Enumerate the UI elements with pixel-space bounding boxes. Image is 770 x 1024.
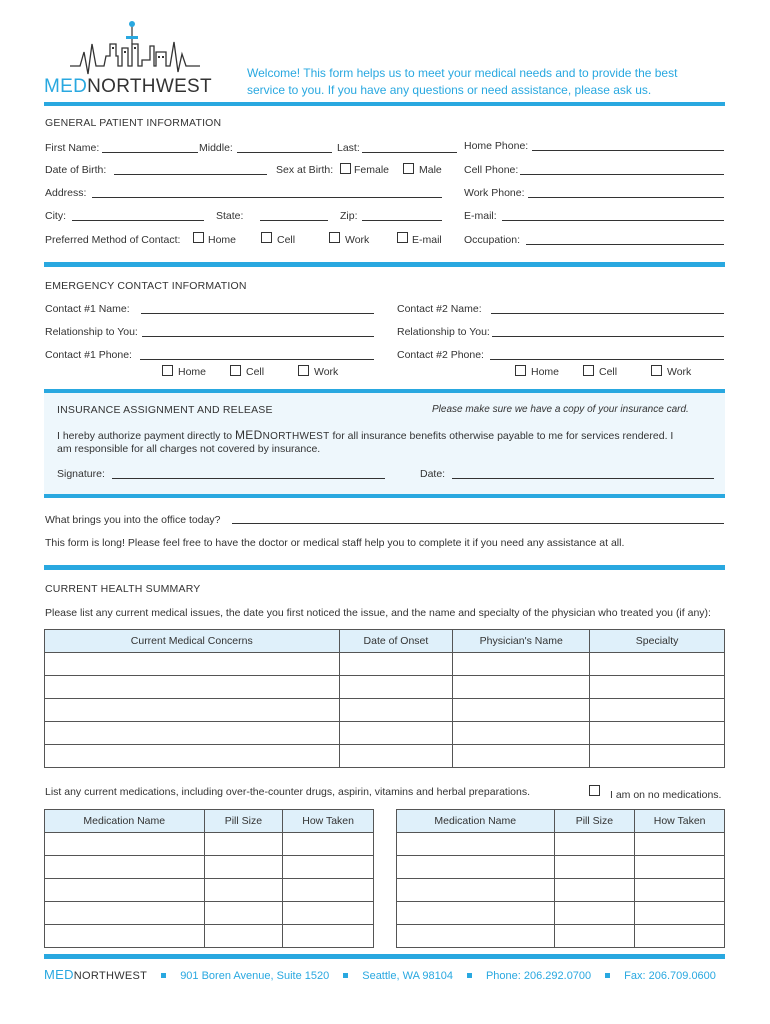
col-med-name: Medication Name xyxy=(397,810,555,833)
pref-home-label: Home xyxy=(208,234,237,246)
relationship1-label: Relationship to You: xyxy=(45,326,138,338)
insurance-bottom-bar xyxy=(44,494,725,498)
pref-work-checkbox[interactable] xyxy=(329,232,340,243)
section-title-emergency: EMERGENCY CONTACT INFORMATION xyxy=(45,280,247,292)
contact2-phone-field[interactable] xyxy=(490,359,724,360)
footer xyxy=(44,967,716,982)
col-how-taken: How Taken xyxy=(283,810,374,833)
col-physician: Physician's Name xyxy=(453,630,590,653)
bullet-icon xyxy=(343,973,348,978)
contact1-phone-field[interactable] xyxy=(140,359,374,360)
col-onset: Date of Onset xyxy=(339,630,453,653)
table-row xyxy=(45,833,374,856)
col-concerns: Current Medical Concerns xyxy=(45,630,340,653)
welcome-line-2: service to you. If you have any questions or need assistance, please ask us. xyxy=(247,83,652,97)
visit-question-field[interactable] xyxy=(232,523,724,524)
signature-field[interactable] xyxy=(112,478,385,479)
footer-city: Seattle, WA 98104 xyxy=(362,970,453,982)
col-specialty: Specialty xyxy=(590,630,725,653)
divider-top xyxy=(44,102,725,106)
city-label: City: xyxy=(45,210,66,222)
table-row xyxy=(397,925,725,948)
health-instructions: Please list any current medical issues, the date you first noticed the issue, and the name and specialty of the physician who treated you (if any): xyxy=(45,607,711,619)
table-row xyxy=(45,653,725,676)
col-pill-size: Pill Size xyxy=(554,810,635,833)
cell-phone-label: Cell Phone: xyxy=(464,164,519,176)
insurance-text-line-1: I hereby authorize payment directly to MEDNORTHWEST for all insurance benefits otherwise payable to me for services rendered. I xyxy=(57,428,674,442)
pref-email-checkbox[interactable] xyxy=(397,232,408,243)
table-row xyxy=(45,902,374,925)
section-title-insurance: INSURANCE ASSIGNMENT AND RELEASE xyxy=(57,404,273,416)
visit-question-label: What brings you into the office today? xyxy=(45,514,221,526)
no-medications-checkbox[interactable] xyxy=(589,785,600,796)
skyline-icon xyxy=(70,16,220,78)
c1-home-label: Home xyxy=(178,366,207,378)
welcome-line-1: Welcome! This form helps us to meet your medical needs and to provide the best xyxy=(247,66,678,80)
insurance-top-bar xyxy=(44,389,725,393)
section-title-health: CURRENT HEALTH SUMMARY xyxy=(45,583,201,595)
pref-work-label: Work xyxy=(345,234,370,246)
table-row xyxy=(45,699,725,722)
male-checkbox[interactable] xyxy=(403,163,414,174)
contact2-name-label: Contact #2 Name: xyxy=(397,303,482,315)
divider-footer xyxy=(44,954,725,959)
footer-brand: MEDNORTHWEST xyxy=(44,967,148,982)
relationship2-label: Relationship to You: xyxy=(397,326,490,338)
medications-table-right xyxy=(396,809,725,948)
state-label: State: xyxy=(216,210,244,222)
zip-field[interactable] xyxy=(362,220,442,221)
date-field[interactable] xyxy=(452,478,714,479)
first-name-field[interactable] xyxy=(102,152,198,153)
middle-label: Middle: xyxy=(199,142,233,154)
contact1-name-field[interactable] xyxy=(141,313,374,314)
middle-field[interactable] xyxy=(237,152,332,153)
occupation-label: Occupation: xyxy=(464,234,521,246)
c2-work-label: Work xyxy=(667,366,692,378)
pref-email-label: E-mail xyxy=(412,234,442,246)
footer-phone: Phone: 206.292.0700 xyxy=(485,970,592,982)
c2-cell-label: Cell xyxy=(599,366,618,378)
c1-cell-label: Cell xyxy=(246,366,265,378)
female-checkbox[interactable] xyxy=(340,163,351,174)
no-medications-label: I am on no medications. xyxy=(610,789,722,801)
table-row xyxy=(45,879,374,902)
relationship2-field[interactable] xyxy=(492,336,724,337)
logo xyxy=(44,16,224,100)
section-title-general: GENERAL PATIENT INFORMATION xyxy=(45,117,222,129)
table-row xyxy=(45,722,725,745)
last-label: Last: xyxy=(337,142,360,154)
c2-work-checkbox[interactable] xyxy=(651,365,662,376)
dob-field[interactable] xyxy=(114,174,267,175)
medications-header-left xyxy=(45,810,374,833)
zip-label: Zip: xyxy=(340,210,358,222)
health-table xyxy=(44,629,725,768)
bullet-icon xyxy=(605,973,610,978)
pref-cell-label: Cell xyxy=(277,234,296,246)
medications-table-left xyxy=(44,809,374,948)
contact1-phone-label: Contact #1 Phone: xyxy=(45,349,132,361)
female-label: Female xyxy=(354,164,390,176)
insurance-note: Please make sure we have a copy of your insurance card. xyxy=(432,404,689,415)
table-row xyxy=(397,879,725,902)
work-phone-field[interactable] xyxy=(528,197,724,198)
home-phone-label: Home Phone: xyxy=(464,140,529,152)
c1-work-checkbox[interactable] xyxy=(298,365,309,376)
pref-contact-label: Preferred Method of Contact: xyxy=(45,234,181,246)
table-row xyxy=(45,925,374,948)
contact2-phone-label: Contact #2 Phone: xyxy=(397,349,484,361)
home-phone-field[interactable] xyxy=(532,150,724,151)
occupation-field[interactable] xyxy=(526,244,724,245)
footer-fax: Fax: 206.709.0600 xyxy=(624,970,716,982)
divider-general xyxy=(44,262,725,267)
divider-visit xyxy=(44,565,725,570)
health-table-header xyxy=(45,630,725,653)
medications-instructions: List any current medications, including over-the-counter drugs, aspirin, vitamins and herbal preparations. xyxy=(45,786,530,798)
sex-label: Sex at Birth: xyxy=(276,164,334,176)
col-med-name: Medication Name xyxy=(45,810,205,833)
table-row xyxy=(397,902,725,925)
help-text: This form is long! Please feel free to have the doctor or medical staff help you to complete it if you need any assistance at all. xyxy=(45,537,625,549)
email-field[interactable] xyxy=(502,220,724,221)
address-label: Address: xyxy=(45,187,87,199)
table-row xyxy=(45,676,725,699)
dob-label: Date of Birth: xyxy=(45,164,107,176)
col-how-taken: How Taken xyxy=(635,810,725,833)
last-field[interactable] xyxy=(362,152,457,153)
pref-cell-checkbox[interactable] xyxy=(261,232,272,243)
first-name-label: First Name: xyxy=(45,142,100,154)
relationship1-field[interactable] xyxy=(142,336,374,337)
work-phone-label: Work Phone: xyxy=(464,187,525,199)
city-field[interactable] xyxy=(72,220,204,221)
bullet-icon xyxy=(161,973,166,978)
c1-home-checkbox[interactable] xyxy=(162,365,173,376)
table-row xyxy=(45,856,374,879)
contact2-name-field[interactable] xyxy=(491,313,724,314)
c1-cell-checkbox[interactable] xyxy=(230,365,241,376)
email-label: E-mail: xyxy=(464,210,497,222)
table-row xyxy=(397,833,725,856)
table-row xyxy=(45,745,725,768)
male-label: Male xyxy=(419,164,442,176)
logo-wordmark: MEDNORTHWEST xyxy=(44,76,212,97)
address-field[interactable] xyxy=(92,197,442,198)
cell-phone-field[interactable] xyxy=(520,174,724,175)
c2-home-checkbox[interactable] xyxy=(515,365,526,376)
col-pill-size: Pill Size xyxy=(204,810,283,833)
medications-header-right xyxy=(397,810,725,833)
c1-work-label: Work xyxy=(314,366,339,378)
insurance-text-line-2: am responsible for all charges not covered by insurance. xyxy=(57,443,321,455)
c2-home-label: Home xyxy=(531,366,560,378)
date-label: Date: xyxy=(420,468,446,480)
table-row xyxy=(397,856,725,879)
state-field[interactable] xyxy=(260,220,328,221)
bullet-icon xyxy=(467,973,472,978)
pref-home-checkbox[interactable] xyxy=(193,232,204,243)
contact1-name-label: Contact #1 Name: xyxy=(45,303,130,315)
footer-address: 901 Boren Avenue, Suite 1520 xyxy=(180,970,330,982)
signature-label: Signature: xyxy=(57,468,105,480)
c2-cell-checkbox[interactable] xyxy=(583,365,594,376)
